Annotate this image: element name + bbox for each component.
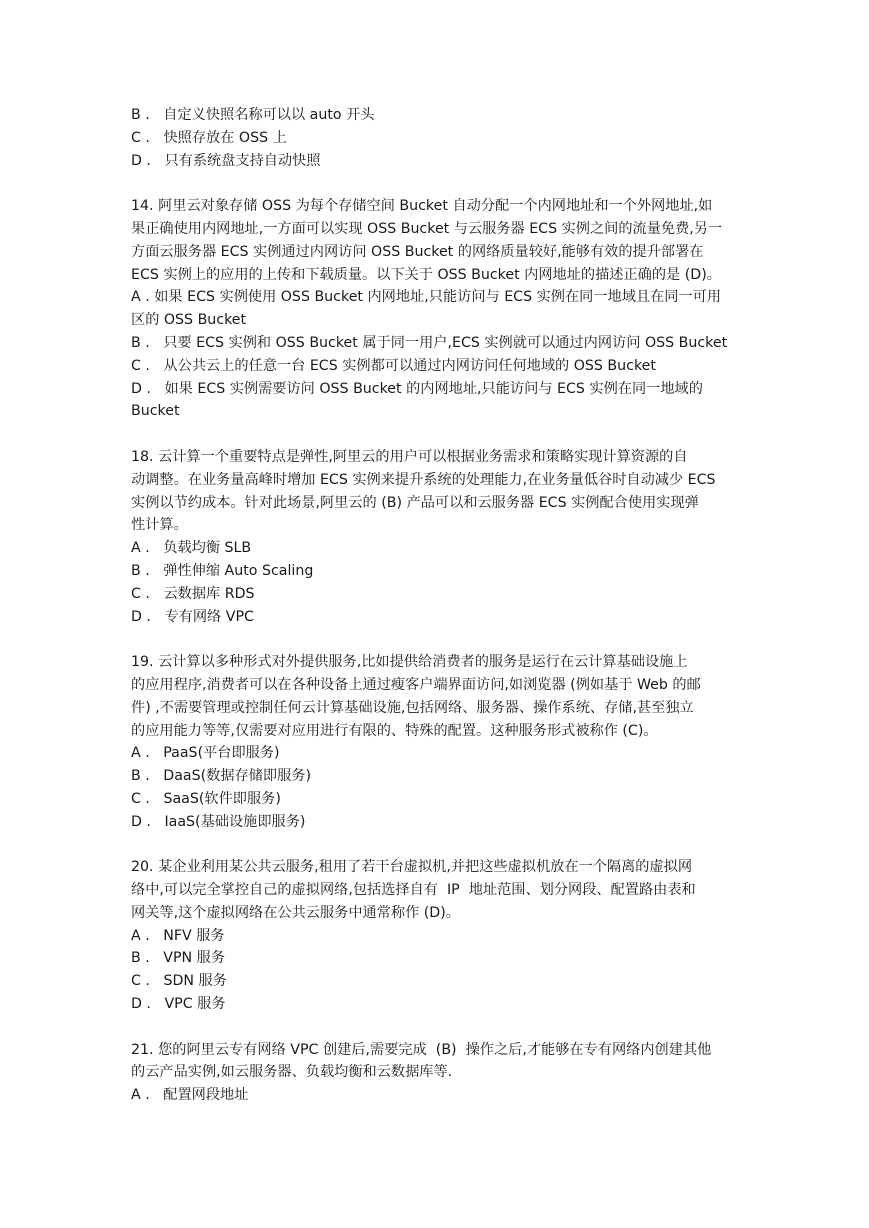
question-21 (131, 1039, 737, 1107)
option-a: A . PaaS(平台即服务) (131, 745, 280, 762)
option-a-continued: 区的 OSS Bucket (131, 312, 247, 329)
option-a: A . NFV 服务 (131, 927, 225, 944)
option-b: B . VPN 服务 (131, 950, 226, 967)
spacer (131, 1016, 737, 1039)
option-b: B . 只要 ECS 实例和 OSS Bucket 属于同一用户,ECS 实例就可以通过内网访问 OSS Bucket (131, 334, 728, 351)
question-14 (131, 195, 737, 423)
question-text-line: 20. 某企业利用某公共云服务,租用了若干台虚拟机,并把这些虚拟机放在一个隔离的虚拟网 (131, 859, 693, 876)
question-text-line: 19. 云计算以多种形式对外提供服务,比如提供给消费者的服务是运行在云计算基础设施上 (131, 654, 688, 671)
option-a: A . 负载均衡 SLB (131, 540, 252, 557)
option-d: D . IaaS(基础设施即服务) (131, 813, 306, 830)
option-c: C . SDN 服务 (131, 973, 227, 990)
spacer (131, 628, 737, 651)
question-text-line: 实例以节约成本。针对此场景,阿里云的 (B) 产品可以和云服务器 ECS 实例配合使用实现弹 (131, 494, 699, 511)
option-d: D . 如果 ECS 实例需要访问 OSS Bucket 的内网地址,只能访问与 ECS 实例在同一地域的 (131, 380, 703, 397)
question-text-line: ECS 实例上的应用的上传和下载质量。以下关于 OSS Bucket 内网地址的描述正确的是 (D)。 (131, 266, 721, 283)
option-c: C . SaaS(软件即服务) (131, 790, 281, 807)
option-c: C . 快照存放在 OSS 上 (131, 129, 287, 146)
question-18 (131, 446, 737, 628)
option-b: B . DaaS(数据存储即服务) (131, 768, 311, 785)
question-text-line: 果正确使用内网地址,一方面可以实现 OSS Bucket 与云服务器 ECS 实例之间的流量免费,另一 (131, 220, 723, 237)
question-text-line: 18. 云计算一个重要特点是弹性,阿里云的用户可以根据业务需求和策略实现计算资源的自 (131, 448, 688, 465)
question-text-line: 14. 阿里云对象存储 OSS 为每个存储空间 Bucket 自动分配一个内网地址和一个外网地址,如 (131, 198, 713, 215)
spacer (131, 834, 737, 857)
option-b: B . 自定义快照名称可以以 auto 开头 (131, 107, 375, 123)
spacer (131, 423, 737, 446)
option-d: D . 专有网络 VPC (131, 608, 254, 625)
question-text-line: 动调整。在业务量高峰时增加 ECS 实例来提升系统的处理能力,在业务量低谷时自动减少 ECS (131, 471, 716, 488)
question-text-line: 的云产品实例,如云服务器、负载均衡和云数据库等. (131, 1064, 453, 1081)
option-a: A . 配置网段地址 (131, 1087, 249, 1104)
question-text-line: 21. 您的阿里云专有网络 VPC 创建后,需要完成 (B) 操作之后,才能够在专有网络内创建其他 (131, 1041, 712, 1058)
question-text-line: 的应用能力等等,仅需要对应用进行有限的、特殊的配置。这种服务形式被称作 (C)。 (131, 722, 658, 739)
option-d: D . VPC 服务 (131, 996, 226, 1013)
question-20 (131, 856, 737, 1016)
question-text-line: 性计算。 (131, 517, 188, 534)
question-text-line: 方面云服务器 ECS 实例通过内网访问 OSS Bucket 的网络质量较好,能够有效的提升部署在 (131, 243, 704, 260)
option-b: B . 弹性伸缩 Auto Scaling (131, 562, 314, 579)
question-text-line: 络中,可以完全掌控自己的虚拟网络,包括选择自有 IP 地址范围、划分网段、配置路由表和 (131, 882, 696, 899)
option-c: C . 云数据库 RDS (131, 585, 255, 602)
question-19 (131, 651, 737, 833)
question-text-line: 的应用程序,消费者可以在各种设备上通过瘦客户端界面访问,如浏览器 (例如基于 Web 的邮 (131, 676, 701, 693)
question-text-line: 网关等,这个虚拟网络在公共云服务中通常称作 (D)。 (131, 904, 460, 921)
option-d-continued: Bucket (131, 403, 180, 420)
document-page (131, 104, 737, 1107)
option-d: D . 只有系统盘支持自动快照 (131, 152, 321, 169)
option-c: C . 从公共云上的任意一台 ECS 实例都可以通过内网访问任何地域的 OSS Bucket (131, 357, 656, 374)
spacer (131, 172, 737, 195)
fragment-options (131, 104, 737, 172)
option-a: A . 如果 ECS 实例使用 OSS Bucket 内网地址,只能访问与 ECS 实例在同一地域且在同一可用 (131, 289, 722, 306)
question-text-line: 件) ,不需要管理或控制任何云计算基础设施,包括网络、服务器、操作系统、存储,甚至独立 (131, 699, 694, 716)
